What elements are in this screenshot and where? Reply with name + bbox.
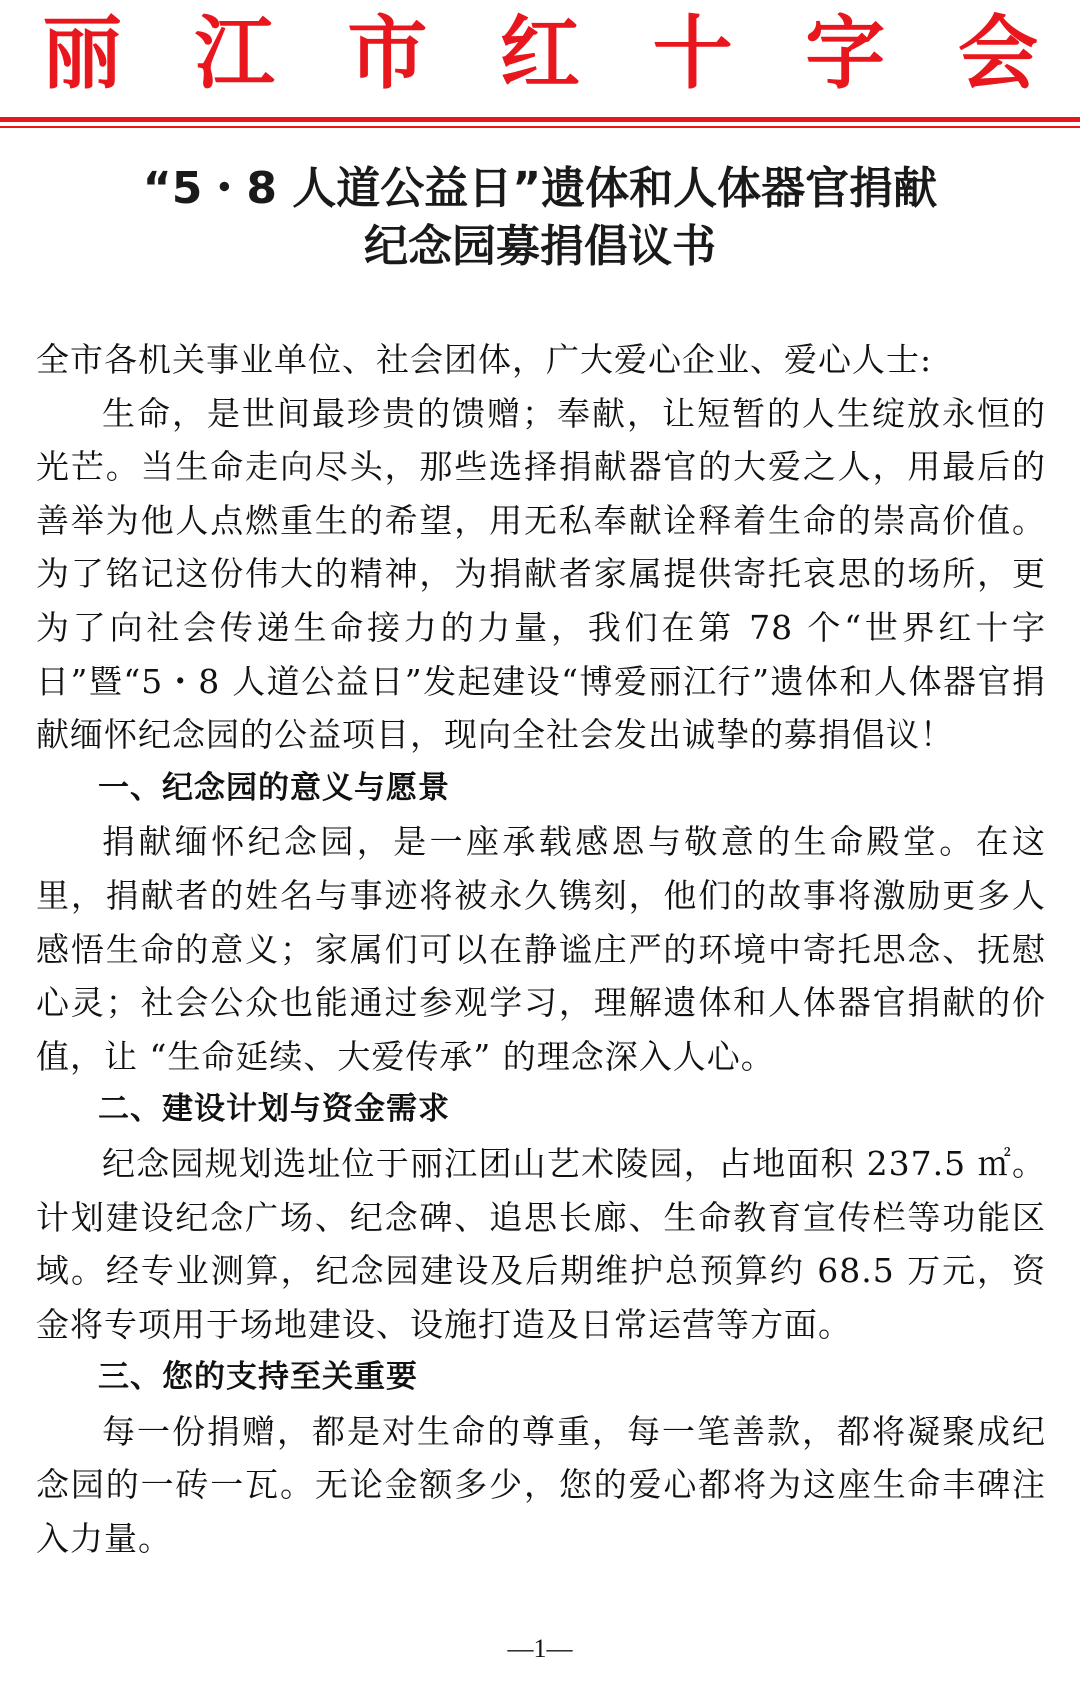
- section-heading-meaning: 一、纪念园的意义与愿景: [98, 769, 450, 806]
- letterhead: [0, 0, 1080, 126]
- org-name-char: 字: [805, 7, 886, 100]
- document-body: [36, 333, 1046, 1566]
- title-line-1: “5・8 人道公益日”遗体和人体器官捐献: [142, 163, 938, 214]
- header-rule-thin: [0, 126, 1080, 128]
- section-paragraph-support: 每一份捐赠，都是对生命的尊重，每一笔善款，都将凝聚成纪念园的一砖一瓦。无论金额多少，您的爱心都将为这座生命丰碑注入力量。: [36, 1411, 1046, 1559]
- section-paragraph-meaning: 捐献缅怀纪念园，是一座承载感恩与敬意的生命殿堂。在这里，捐献者的姓名与事迹将被永久镌刻，他们的故事将激励更多人感悟生命的意义；家属们可以在静谧庄严的环境中寄托思念、抚慰心灵；社会公众也能通过参观学习，理解遗体和人体器官捐献的价值，让 “生命延续、大爱传承” 的理念深入人心。: [36, 822, 1046, 1076]
- org-name-char: 丽: [42, 7, 122, 100]
- org-name-char: 红: [499, 7, 580, 100]
- org-name-char: 市: [347, 7, 428, 100]
- header-rule-thick: [0, 117, 1080, 122]
- title-line-2: 纪念园募捐倡议书: [364, 221, 716, 272]
- section-heading-support: 三、您的支持至关重要: [98, 1359, 418, 1396]
- org-name-char: 江: [194, 7, 275, 100]
- org-name-char: 十: [652, 7, 733, 100]
- salutation: 全市各机关事业单位、社会团体，广大爱心企业、爱心人士:: [36, 340, 933, 379]
- document-title: [40, 160, 1040, 276]
- section-paragraph-plan: 纪念园规划选址位于丽江团山艺术陵园，占地面积 237.5 ㎡。计划建设纪念广场、纪念碑、追思长廊、生命教育宣传栏等功能区域。经专业测算，纪念园建设及后期维护总预算约 68.5 万元，资金将专项用于场地建设、设施打造及日常运营等方面。: [36, 1143, 1046, 1344]
- org-name: [42, 6, 1038, 102]
- page-number: —1—: [507, 1634, 573, 1663]
- section-heading-plan: 二、建设计划与资金需求: [98, 1091, 450, 1128]
- org-name-char: 会: [957, 7, 1038, 100]
- intro-paragraph: 生命，是世间最珍贵的馈赠；奉献，让短暂的人生绽放永恒的光芒。当生命走向尽头，那些选择捐献器官的大爱之人，用最后的善举为他人点燃重生的希望，用无私奉献诠释着生命的崇高价值。为了铭记这份伟大的精神，为捐献者家属提供寄托哀思的场所，更为了向社会传递生命接力的力量，我们在第 78 个“世界红十字日”暨“5・8 人道公益日”发起建设“博爱丽江行”遗体和人体器官捐献缅怀纪念园的公益项目，现向全社会发出诚挚的募捐倡议！: [36, 393, 1046, 755]
